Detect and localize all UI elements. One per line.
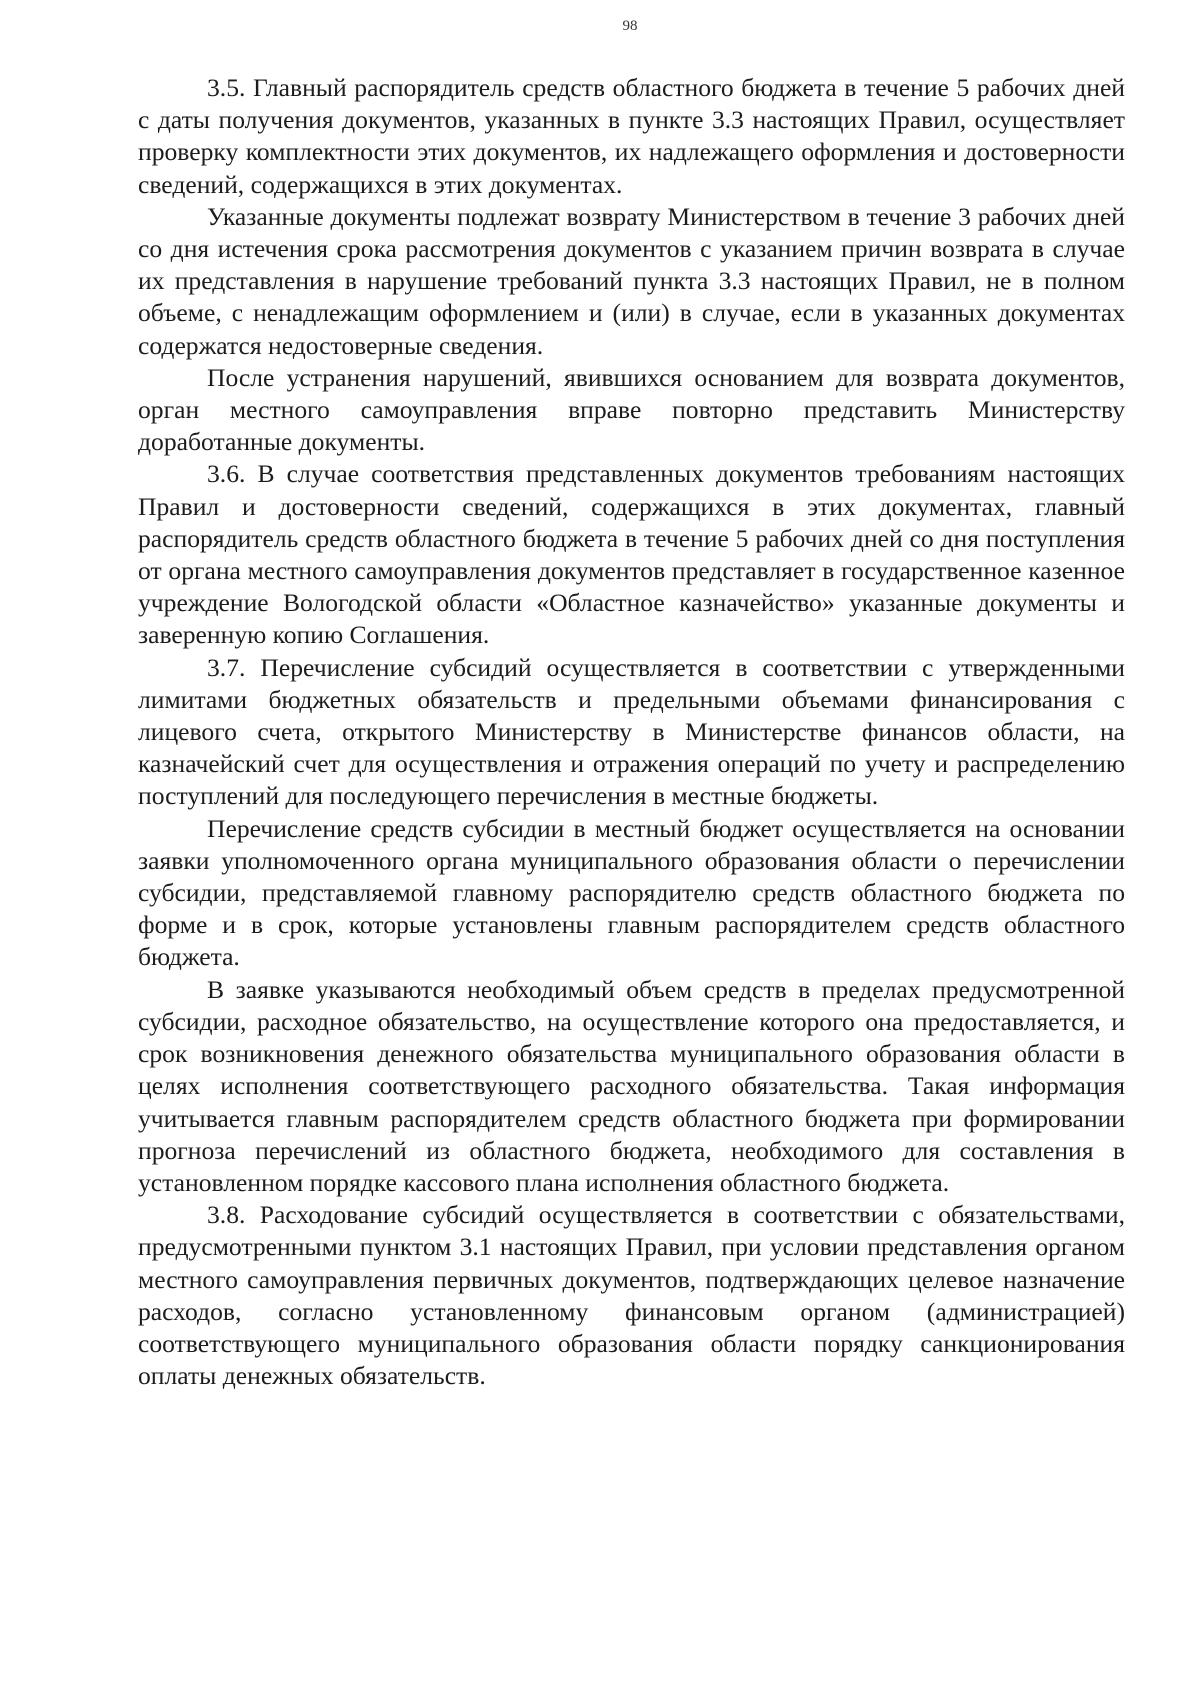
- paragraph-application-content: В заявке указываются необходимый объем средств в пределах предусмотренной субсидии, расходное обязательство, на осуществление которого она предоставляется, и срок возникновения денежного обязательства муниципального образования области в целях исполнения соответствующего расходного обязательства. Такая информация учитывается главным распорядителем средств областного бюджета при формировании прогноза перечислений из областного бюджета, необходимого для составления в установленном порядке кассового плана исполнения областного бюджета.: [138, 974, 1125, 1197]
- paragraph-3-8: 3.8. Расходование субсидий осуществляется в соответствии с обязательствами, предусмотренными пунктом 3.1 настоящих Правил, при условии представления органом местного самоуправления первичных документов, подтверждающих целевое назначение расходов, согласно установленному финансовым органом (администрацией) соответствующего муниципального образования области порядку санкционирования оплаты денежных обязательств.: [138, 1200, 1125, 1391]
- paragraph-3-6: 3.6. В случае соответствия представленных документов требованиям настоящих Правил и достоверности сведений, содержащихся в этих документах, главный распорядитель средств областного бюджета в течение 5 рабочих дней со дня поступления от органа местного самоуправления документов представляет в государственное казенное учреждение Вологодской области «Областное казначейство» указанные документы и заверенную копию Соглашения.: [138, 459, 1125, 650]
- document-body: [138, 72, 1125, 1392]
- paragraph-3-5: 3.5. Главный распорядитель средств областного бюджета в течение 5 рабочих дней с даты получения документов, указанных в пункте 3.3 настоящих Правил, осуществляет проверку комплектности этих документов, их надлежащего оформления и достоверности сведений, содержащихся в этих документах.: [138, 73, 1125, 199]
- paragraph-resubmission: После устранения нарушений, явившихся основанием для возврата документов, орган местного самоуправления вправе повторно представить Министерству доработанные документы.: [138, 362, 1125, 457]
- paragraph-documents-return: Указанные документы подлежат возврату Министерством в течение 3 рабочих дней со дня истечения срока рассмотрения документов с указанием причин возврата в случае их представления в нарушение требований пункта 3.3 настоящих Правил, не в полном объеме, с ненадлежащим оформлением и (или) в случае, если в указанных документах содержатся недостоверные сведения.: [138, 201, 1125, 360]
- paragraph-subsidy-transfer: Перечисление средств субсидии в местный бюджет осуществляется на основании заявки уполномоченного органа муниципального образования области о перечислении субсидии, представляемой главному распорядителю средств областного бюджета по форме и в срок, которые установлены главным распорядителем средств областного бюджета.: [138, 813, 1125, 972]
- paragraph-3-7: 3.7. Перечисление субсидий осуществляется в соответствии с утвержденными лимитами бюджетных обязательств и предельными объемами финансирования с лицевого счета, открытого Министерству в Министерстве финансов области, на казначейский счет для осуществления и отражения операций по учету и распределению поступлений для последующего перечисления в местные бюджеты.: [138, 652, 1125, 811]
- page-number: 98: [622, 18, 638, 34]
